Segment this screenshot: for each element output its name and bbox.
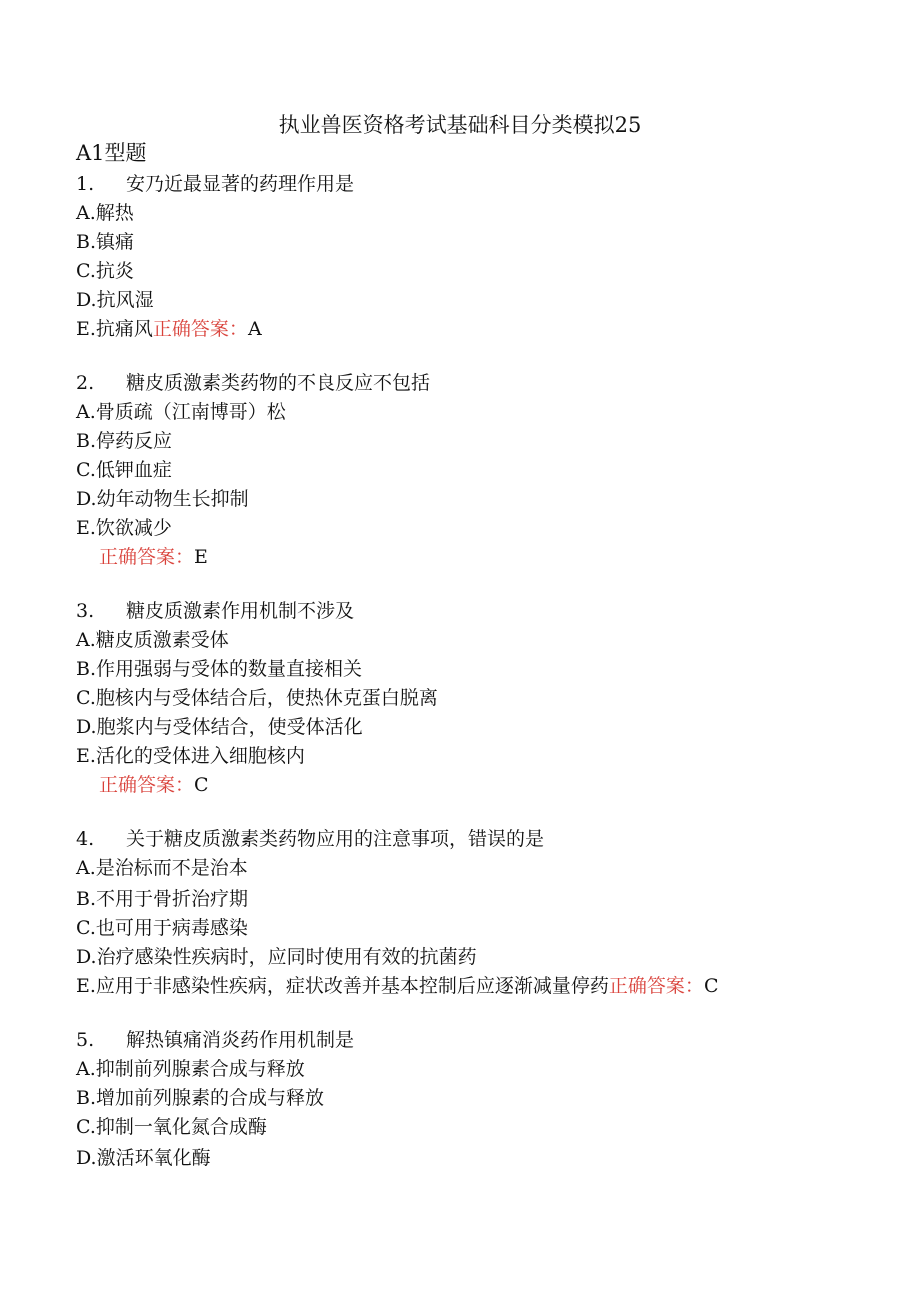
- question-4-option-c: C.也可用于病毒感染: [76, 917, 248, 939]
- question-2-option-d: D.幼年动物生长抑制: [76, 488, 249, 510]
- question-5-stem: [76, 1028, 354, 1052]
- document-title: 执业兽医资格考试基础科目分类模拟25: [278, 113, 642, 137]
- question-2-stem: [76, 371, 430, 395]
- question-text: 糖皮质激素类药物的不良反应不包括: [126, 372, 431, 394]
- answer-label: 正确答案：: [99, 546, 195, 568]
- question-5-option-d: D.激活环氧化酶: [76, 1147, 211, 1169]
- question-3-option-a: A.糖皮质激素受体: [76, 629, 229, 651]
- question-3-stem: [76, 599, 354, 623]
- question-1-option-a: A.解热: [76, 202, 134, 224]
- question-4-option-a: A.是治标而不是治本: [76, 857, 248, 879]
- question-1-option-d: D.抗风湿: [76, 289, 154, 311]
- question-text: 关于糖皮质激素类药物应用的注意事项，错误的是: [126, 828, 545, 850]
- question-4-option-e: [76, 974, 718, 998]
- question-1-option-b: B.镇痛: [76, 231, 135, 253]
- answer-label: 正确答案：: [608, 975, 704, 997]
- answer-label: 正确答案：: [99, 774, 195, 796]
- question-2-answer: [99, 545, 208, 569]
- question-4-option-b: B.不用于骨折治疗期: [76, 888, 249, 910]
- question-text: 解热镇痛消炎药作用机制是: [126, 1029, 355, 1051]
- question-text: 糖皮质激素作用机制不涉及: [126, 600, 355, 622]
- answer-value: C: [194, 774, 209, 796]
- question-4-option-d: D.治疗感染性疾病时，应同时使用有效的抗菌药: [76, 946, 477, 968]
- question-2-option-e: E.饮欲减少: [76, 517, 172, 539]
- question-5-option-c: C.抑制一氧化氮合成酶: [76, 1116, 267, 1138]
- question-number: 2.: [76, 372, 95, 394]
- question-2-option-c: C.低钾血症: [76, 459, 172, 481]
- question-3-option-e: E.活化的受体进入细胞核内: [76, 745, 305, 767]
- question-number: 4.: [76, 828, 95, 850]
- question-number: 3.: [76, 600, 95, 622]
- question-1-option-e: [76, 317, 262, 341]
- question-5-option-b: B.增加前列腺素的合成与释放: [76, 1087, 325, 1109]
- question-2-option-a: A.骨质疏（江南博哥）松: [76, 401, 286, 423]
- answer-value: E: [194, 546, 208, 568]
- question-2-option-b: B.停药反应: [76, 430, 173, 452]
- question-text: 安乃近最显著的药理作用是: [126, 173, 355, 195]
- question-1-option-c: C.抗炎: [76, 260, 134, 282]
- answer-label: 正确答案：: [152, 318, 248, 340]
- question-number: 1.: [76, 173, 95, 195]
- question-5-option-a: A.抑制前列腺素合成与释放: [76, 1058, 305, 1080]
- question-number: 5.: [76, 1029, 95, 1051]
- question-3-option-b: B.作用强弱与受体的数量直接相关: [76, 658, 363, 680]
- question-3-option-d: D.胞浆内与受体结合，使受体活化: [76, 716, 363, 738]
- question-4-stem: [76, 827, 544, 851]
- question-3-answer: [99, 773, 209, 797]
- answer-value: C: [703, 975, 719, 997]
- section-label: A1型题: [76, 141, 147, 165]
- answer-value: A: [247, 318, 262, 340]
- question-1-stem: [76, 172, 354, 196]
- option-text: E.抗痛风: [76, 318, 153, 340]
- option-text: E.应用于非感染性疾病，症状改善并基本控制后应逐渐减量停药: [76, 975, 609, 997]
- question-3-option-c: C.胞核内与受体结合后，使热休克蛋白脱离: [76, 687, 438, 709]
